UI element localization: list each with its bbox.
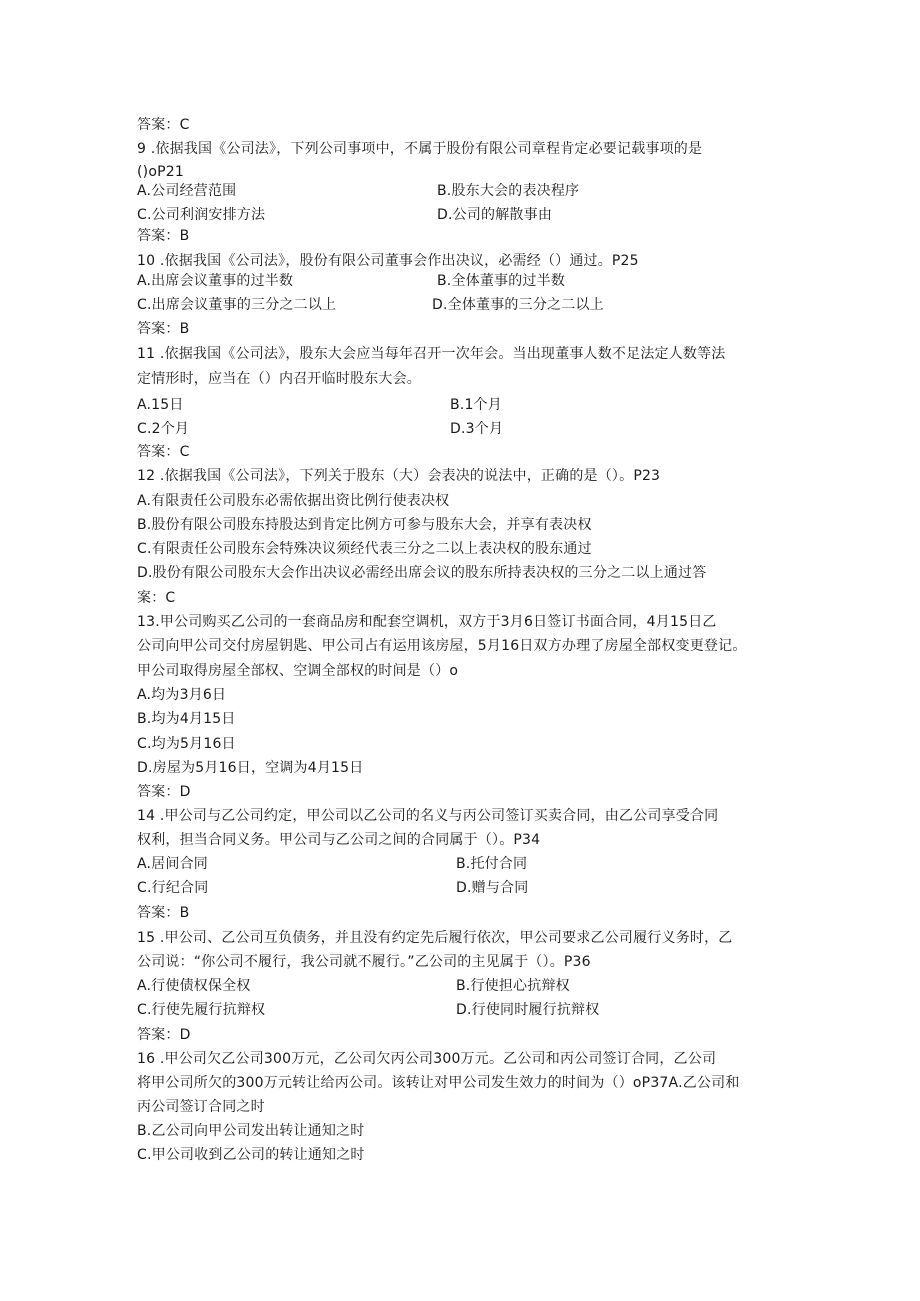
question-13-text-cont2: 甲公司取得房屋全部权、空调全部权的时间是（）o [137,663,459,679]
q13-option-d: D.房屋为5月16日，空调为4月15日 [137,760,364,776]
q14-option-a: A.居间合同 [137,856,208,872]
q13-option-c: C.均为5月16日 [137,736,236,752]
question-14-text-cont: 权利，担当合同义务。甲公司与乙公司之间的合同属于（）。P34 [137,832,541,848]
answer-13: 答案：D [137,784,191,800]
q10-option-d: D.全体董事的三分之二以上 [432,297,604,313]
question-16-text-cont: 将甲公司所欠的300万元转让给丙公司。该转让对甲公司发生效力的时间为（）oP37A.乙公司和 [137,1075,740,1091]
q10-option-b: B.全体董事的过半数 [437,273,566,289]
q9-option-d: D.公司的解散事由 [437,207,553,223]
answer-10: 答案：B [137,321,190,337]
q14-option-c: C.行纪合同 [137,880,209,896]
q16-option-b: B.乙公司向甲公司发出转让通知之时 [137,1123,365,1139]
q15-option-b: B.行使担心抗辩权 [456,978,570,994]
question-15-text-cont: 公司说：“你公司不履行，我公司就不履行。”乙公司的主见属于（）。P36 [137,954,591,970]
q9-option-b: B.股东大会的表决程序 [437,183,580,199]
question-13-text: 13.甲公司购买乙公司的一套商品房和配套空调机，双方于3月6日签订书面合同，4月15日乙 [137,614,717,630]
q16-option-c: C.甲公司收到乙公司的转让通知之时 [137,1147,365,1163]
q13-option-b: B.均为4月15日 [137,711,236,727]
q12-option-a: A.有限责任公司股东必需依据出资比例行使表决权 [137,493,450,509]
q15-option-a: A.行使债权保全权 [137,978,251,994]
question-9-text-cont: ()oP21 [137,164,184,180]
question-11-text-cont: 定情形时，应当在（）内召开临时股东大会。 [137,371,421,387]
answer-14: 答案：B [137,905,190,921]
q12-option-b: B.股份有限公司股东持股达到肯定比例方可参与股东大会，并享有表决权 [137,517,592,533]
q12-option-d: D.股份有限公司股东大会作出决议必需经出席会议的股东所持表决权的三分之二以上通过答 [137,565,707,581]
q10-option-c: C.出席会议董事的三分之二以上 [137,297,337,313]
question-16-text: 16 .甲公司欠乙公司300万元，乙公司欠丙公司300万元。乙公司和丙公司签订合同，乙公司 [137,1051,717,1067]
question-15-text: 15 .甲公司、乙公司互负债务，并且没有约定先后履行依次，甲公司要求乙公司履行义务时，乙 [137,930,733,946]
q15-option-c: C.行使先履行抗辩权 [137,1002,266,1018]
q11-option-c: C.2个月 [137,421,190,437]
question-10-text: 10 .依据我国《公司法》，股份有限公司董事会作出决议，必需经（）通过。P25 [137,253,639,269]
q11-option-a: A.15日 [137,397,184,413]
q14-option-b: B.托付合同 [456,856,528,872]
q9-option-c: C.公司利润安排方法 [137,207,266,223]
q11-option-d: D.3个月 [450,421,504,437]
answer-9: 答案：B [137,228,190,244]
question-14-text: 14 .甲公司与乙公司约定，甲公司以乙公司的名义与丙公司签订买卖合同，由乙公司享受合同 [137,808,719,824]
question-11-text: 11 .依据我国《公司法》，股东大会应当每年召开一次年会。当出现董事人数不足法定人数等法 [137,346,726,362]
question-9-text: 9 .依据我国《公司法》，下列公司事项中，不属于股份有限公司章程肯定必要记载事项的是 [137,141,703,157]
answer-15: 答案：D [137,1027,191,1043]
answer-11: 答案：C [137,444,190,460]
q14-option-d: D.赠与合同 [456,880,529,896]
q9-option-a: A.公司经营范围 [137,183,237,199]
q13-option-a: A.均为3月6日 [137,687,227,703]
question-12-text: 12 .依据我国《公司法》，下列关于股东（大）会表决的说法中，正确的是（）。P23 [137,468,661,484]
answer-12: 案：C [137,590,176,606]
q10-option-a: A.出席会议董事的过半数 [137,273,294,289]
q12-option-c: C.有限责任公司股东会特殊决议须经代表三分之二以上表决权的股东通过 [137,541,592,557]
q15-option-d: D.行使同时履行抗辩权 [456,1002,600,1018]
q11-option-b: B.1个月 [450,397,502,413]
q16-option-a-cont: 丙公司签订合同之时 [137,1099,265,1115]
question-13-text-cont: 公司向甲公司交付房屋钥匙、甲公司占有运用该房屋，5月16日双方办理了房屋全部权变更登记。 [137,638,747,654]
answer-8: 答案：C [137,117,190,133]
